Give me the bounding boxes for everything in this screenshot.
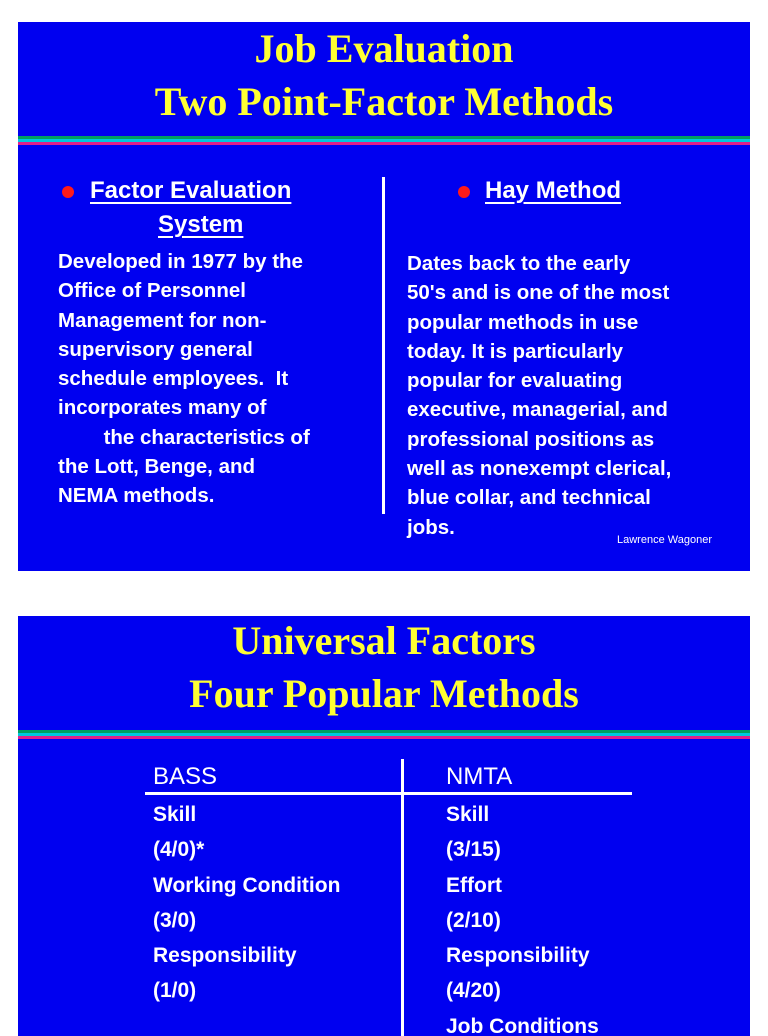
table-cell: (2/10) [446, 908, 501, 932]
hay-line: blue collar, and technical [407, 486, 651, 510]
table-cell: (1/0) [153, 979, 197, 1003]
bullet-icon [458, 186, 470, 198]
fes-line: incorporates many of [58, 396, 267, 420]
fes-line: the Lott, Benge, and [58, 455, 256, 479]
fes-line: schedule employees. It [58, 367, 289, 391]
hay-line: Dates back to the early [407, 252, 631, 275]
slide-job-evaluation [18, 22, 750, 571]
fes-line: supervisory general [58, 337, 253, 361]
fes-description [58, 247, 310, 511]
hay-line: today. It is particularly [407, 339, 624, 363]
slide-title [18, 22, 750, 128]
title-line-2: Two Point-Factor Methods [154, 79, 614, 124]
hay-line: executive, managerial, and [407, 398, 668, 422]
table-cell: Responsibility [153, 944, 297, 968]
divider-stripe-magenta [18, 142, 750, 145]
hay-line: well as nonexempt clerical, [407, 457, 672, 481]
table-cell: Skill [153, 803, 197, 826]
title-line-2: Four Popular Methods [189, 671, 579, 716]
table-column-divider [401, 759, 404, 1036]
slide-universal-factors [18, 616, 750, 1036]
column-divider [382, 177, 385, 514]
table-cell: Working Condition [153, 873, 341, 897]
fes-line: the characteristics of [58, 425, 310, 449]
nmta-factor-list [446, 797, 599, 1036]
bullet-icon [62, 186, 74, 198]
table-cell: (4/20) [446, 979, 501, 1003]
table-header-rule [145, 792, 632, 795]
divider-stripe-magenta [18, 736, 750, 739]
hay-line: jobs. [407, 515, 455, 539]
hay-line: 50's and is one of the most [407, 281, 670, 305]
table-cell: Job Conditions [446, 1014, 599, 1036]
attribution: Lawrence Wagoner [617, 534, 712, 546]
table-cell: (3/15) [446, 838, 501, 862]
fes-heading-line-2: System [158, 211, 244, 238]
title-line-1: Universal Factors [232, 618, 536, 663]
table-cell: (3/0) [153, 908, 197, 932]
fes-line: NEMA methods. [58, 484, 215, 508]
fes-line: Management for non- [58, 308, 267, 332]
hay-line: popular for evaluating [407, 369, 623, 393]
hay-line: popular methods in use [407, 310, 639, 334]
table-cell: Effort [446, 873, 502, 897]
table-cell: (4/0)* [153, 838, 205, 862]
title-line-1: Job Evaluation [254, 26, 514, 71]
fes-heading-line-1: Factor Evaluation [90, 177, 292, 204]
fes-line: Developed in 1977 by the [58, 250, 303, 273]
hay-line: professional positions as [407, 427, 655, 451]
bass-header: BASS [153, 763, 218, 790]
nmta-header: NMTA [446, 763, 513, 790]
table-cell: Responsibility [446, 944, 590, 968]
title-divider [18, 730, 750, 739]
hay-heading: Hay Method [485, 177, 622, 204]
bass-factor-list [153, 797, 340, 1009]
fes-line: Office of Personnel [58, 279, 246, 303]
table-cell: Skill [446, 803, 490, 826]
hay-description [407, 249, 671, 542]
title-divider [18, 136, 750, 145]
slide-title [18, 616, 750, 720]
